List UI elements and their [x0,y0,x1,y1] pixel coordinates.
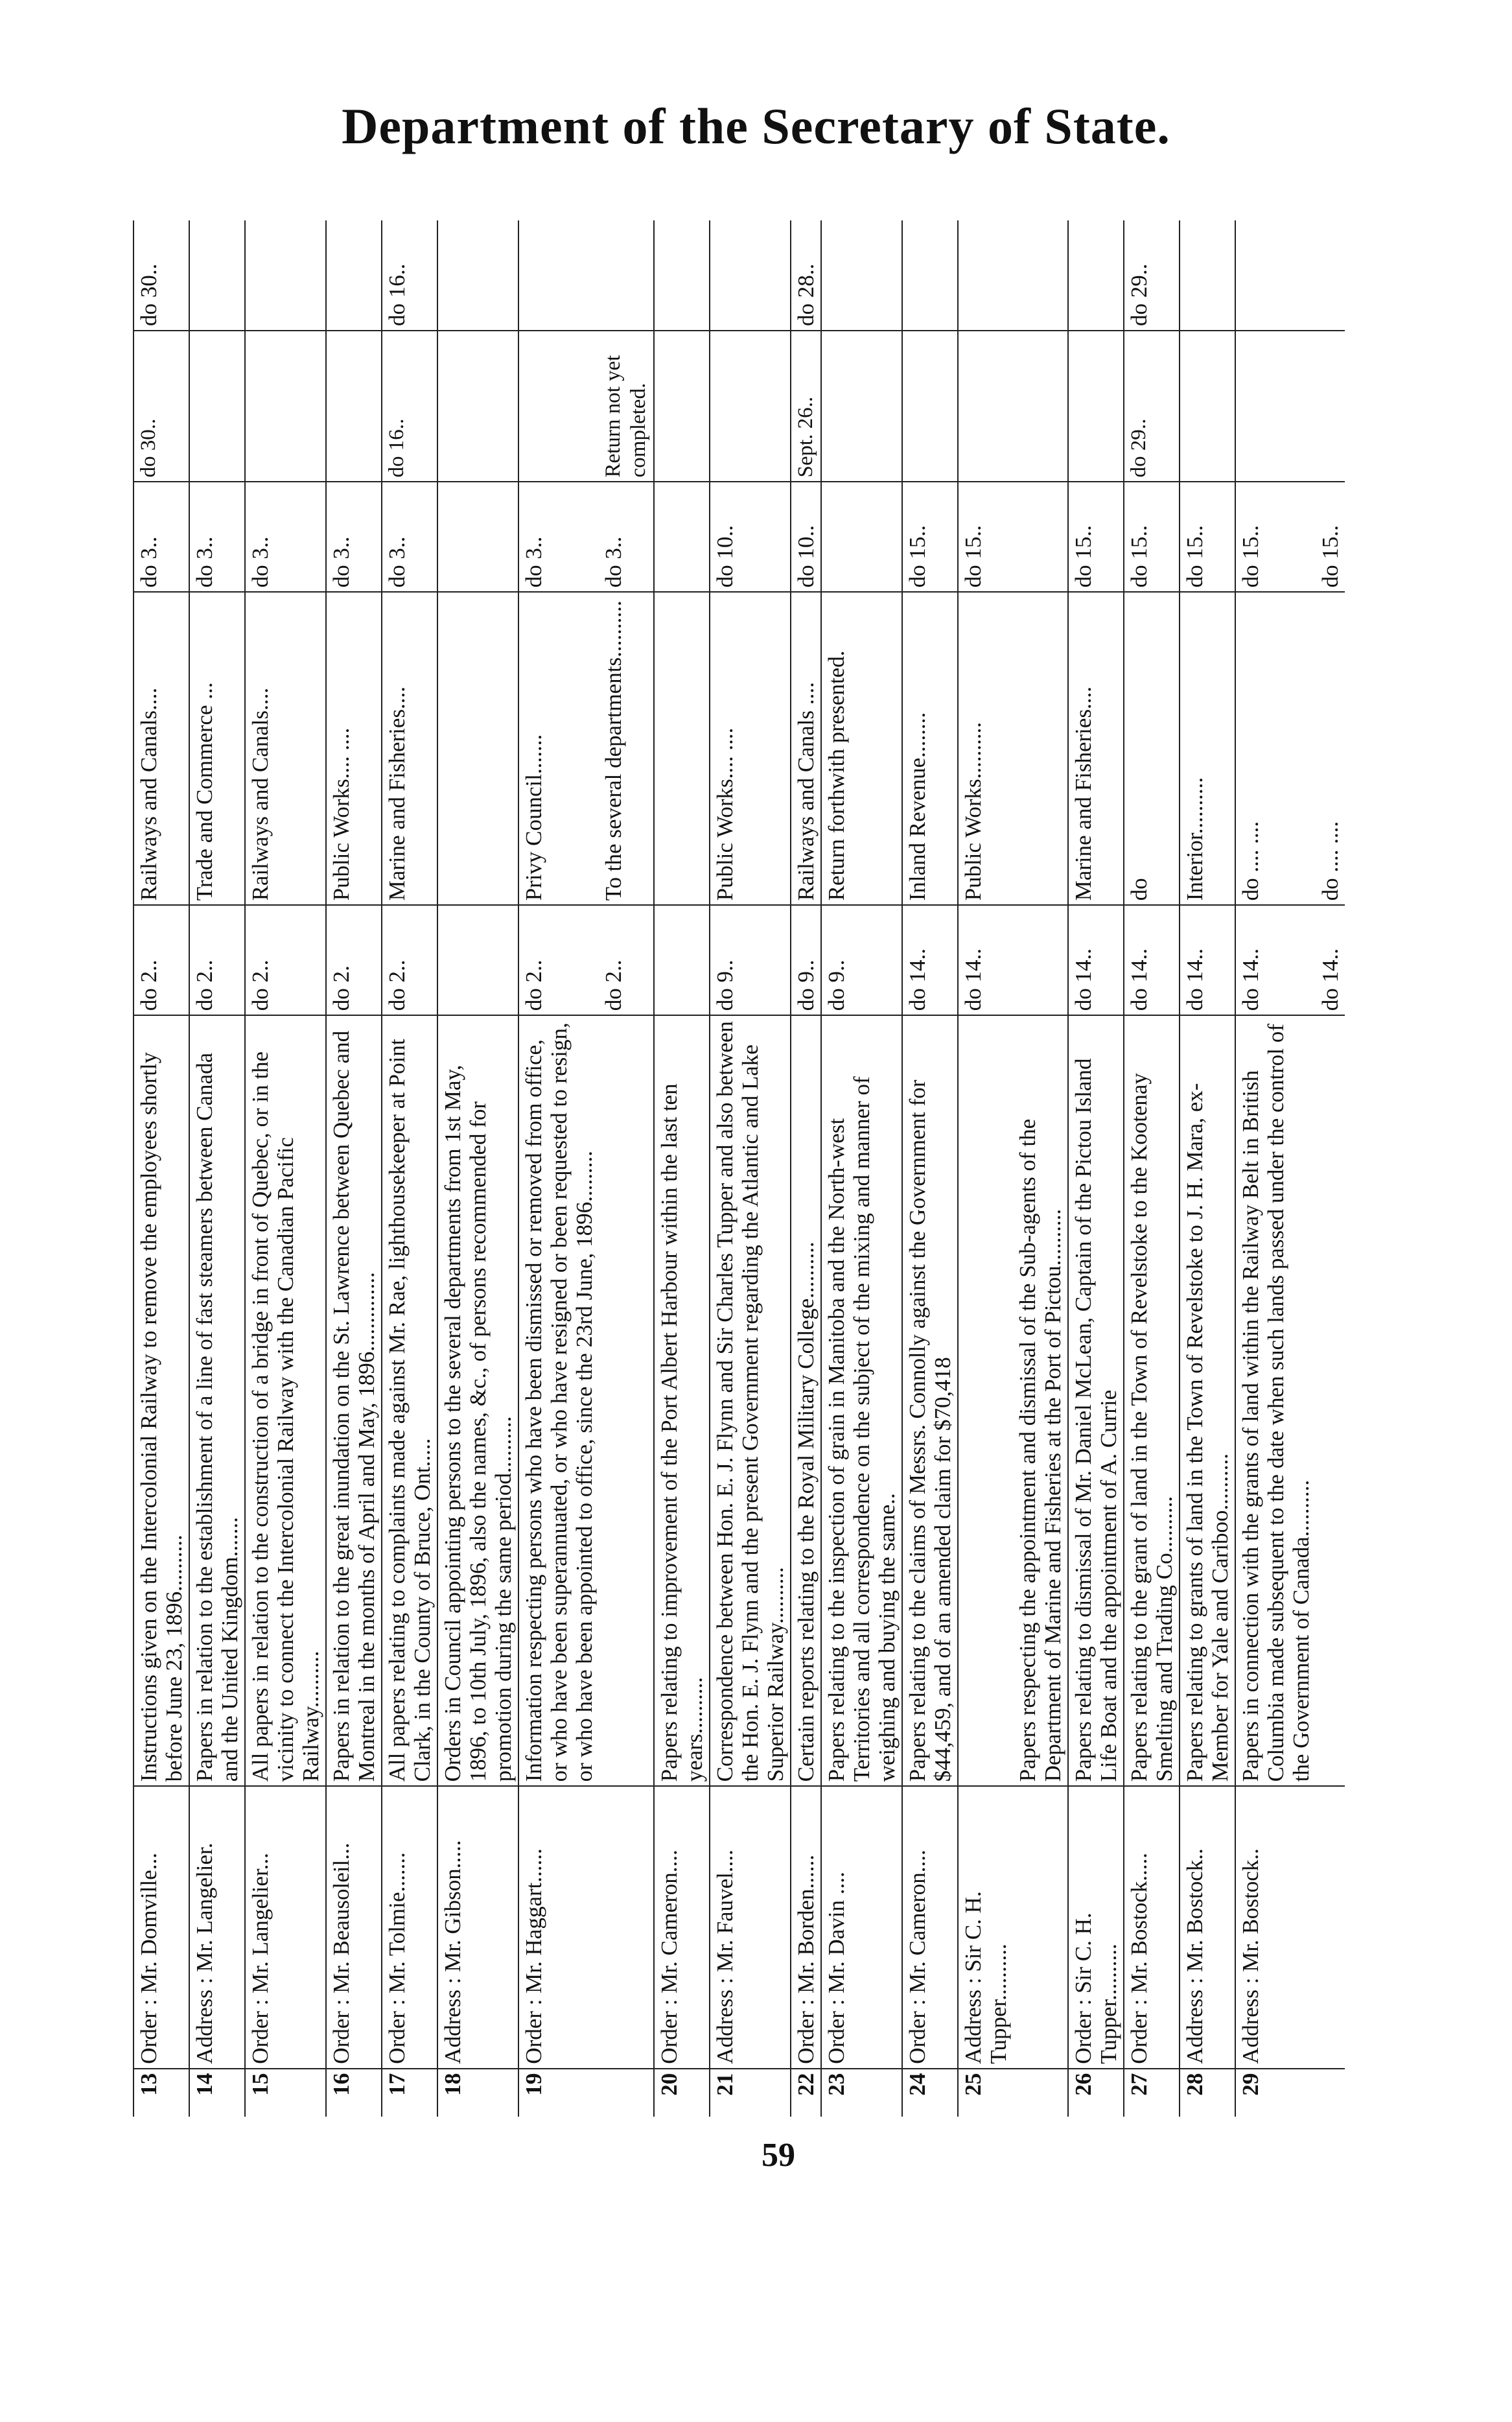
date-ordered: do 14.. [902,905,958,1015]
ordered-by: Address : Mr. Gibson..... [437,1786,518,2068]
table-row [134,220,189,2117]
table-row [791,220,821,2117]
table-row [1068,220,1124,2117]
date-returned [1180,331,1235,482]
return-description: Papers relating to dismissal of Mr. Daniel McLean, Captain of the Pictou Island Life Boat and the appointment of A. Currie [1068,1015,1124,1786]
ordered-by: Order : Mr. Tolmie....... [382,1786,437,2068]
return-description: Papers relating to improvement of the Port Albert Harbour within the last ten years.......... [654,1015,710,1786]
date-ordered: do 2.. [382,905,437,1015]
date-ordered [437,905,518,1015]
ordered-by: Order : Mr. Davin .... [821,1786,902,2068]
date-referred [821,482,902,593]
date-presented [1235,220,1316,331]
ordered-by: Order : Mr. Langelier... [245,1786,326,2068]
return-description: Papers in relation to the establishment of a line of fast steamers between Canada and the United Kingdom....... [189,1015,245,1786]
row-number: 21 [710,2069,791,2117]
row-number [1316,2069,1345,2117]
date-presented [1013,220,1068,331]
ordered-by [1013,1786,1068,2068]
date-referred: do 3.. [189,482,245,593]
date-presented [1068,220,1124,331]
date-presented [326,220,382,331]
date-referred: do 15.. [1235,482,1316,593]
date-returned [437,331,518,482]
return-description [958,1015,1013,1786]
date-referred: do 3.. [134,482,189,593]
department: Public Works.... .... [326,592,382,905]
date-returned [902,331,958,482]
date-returned [1013,331,1068,482]
date-ordered: do 14.. [1316,905,1345,1015]
table-row [1013,220,1068,2117]
date-ordered: do 9.. [821,905,902,1015]
table-body [134,220,1345,2117]
ordered-by [1316,1786,1345,2068]
date-presented [245,220,326,331]
table-row [654,220,710,2117]
date-referred: do 15.. [1068,482,1124,593]
date-presented [710,220,791,331]
date-returned [1068,331,1124,482]
row-number: 16 [326,2069,382,2117]
department: Marine and Fisheries.... [1068,592,1124,905]
table-row [1124,220,1180,2117]
date-presented [1180,220,1235,331]
date-ordered: do 14.. [1068,905,1124,1015]
row-number: 24 [902,2069,958,2117]
date-referred: do 3.. [326,482,382,593]
date-presented [958,220,1013,331]
date-presented: do 28.. [791,220,821,331]
date-returned [654,331,710,482]
table-row [599,220,654,2117]
date-referred: do 15.. [1124,482,1180,593]
row-number: 15 [245,2069,326,2117]
return-description: Papers in relation to the great inundation on the St. Lawrence between Quebec and Montreal in the months of April and May, 1896.............. [326,1015,382,1786]
ordered-by: Order : Mr. Beausoleil... [326,1786,382,2068]
date-returned [326,331,382,482]
return-description: Papers relating to the claims of Messrs. Connolly against the Government for $44,459, and of an amended claim for $70,418 [902,1015,958,1786]
department [1013,592,1068,905]
date-referred: do 15.. [902,482,958,593]
date-returned: Return not yet completed. [599,331,654,482]
date-referred [437,482,518,593]
date-returned: Sept. 26.. [791,331,821,482]
date-referred: do 15.. [1180,482,1235,593]
row-number: 27 [1124,2069,1180,2117]
department: Public Works.......... [958,592,1013,905]
ordered-by: Order : Mr. Bostock..... [1124,1786,1180,2068]
date-presented [599,220,654,331]
date-returned [189,331,245,482]
row-number: 29 [1235,2069,1316,2117]
return-description: Instructions given on the Intercolonial Railway to remove the employees shortly before June 23, 1896.......... [134,1015,189,1786]
date-ordered: do 14.. [1180,905,1235,1015]
date-returned [1235,331,1316,482]
return-description: Information respecting persons who have been dismissed or removed from office, or who have been superannuated, or who have resigned or been requested to resign, or who have been appointed to office, since the 23rd June, 1896......... [518,1015,599,1786]
date-presented [902,220,958,331]
date-presented: do 30.. [134,220,189,331]
table-row [189,220,245,2117]
department: Privy Council....... [518,592,599,905]
date-returned [1316,331,1345,482]
department [654,592,710,905]
return-description: Papers relating to the grant of land in the Town of Revelstoke to the Kootenay Smelting and Trading Co.......... [1124,1015,1180,1786]
row-number: 20 [654,2069,710,2117]
page-title: Department of the Secretary of State. [342,98,1170,154]
row-number: 19 [518,2069,599,2117]
date-returned: do 16.. [382,331,437,482]
department: Return forthwith presented. [821,592,902,905]
ordered-by: Order : Mr. Cameron.... [902,1786,958,2068]
ordered-by: Address : Mr. Langelier. [189,1786,245,2068]
department: do .... .... [1235,592,1316,905]
date-presented: do 16.. [382,220,437,331]
department: Railways and Canals.... [245,592,326,905]
department: do [1124,592,1180,905]
date-referred: do 15.. [958,482,1013,593]
return-description: Papers respecting the appointment and dismissal of the Sub-agents of the Department of Marine and Fisheries at the Port of Pictou.......... [1013,1015,1068,1786]
department: Inland Revenue........ [902,592,958,905]
date-referred: do 3.. [599,482,654,593]
date-returned [958,331,1013,482]
row-number: 26 [1068,2069,1124,2117]
date-referred: do 3.. [518,482,599,593]
ordered-by: Order : Sir C. H. Tupper.......... [1068,1786,1124,2068]
department: To the several departments.......... [599,592,654,905]
date-ordered: do 2.. [134,905,189,1015]
table-row [902,220,958,2117]
return-description: Orders in Council appointing persons to the several departments from 1st May, 1896, to 10th July, 1896, also the names, &c., of persons recommended for promotion during the same period.......... [437,1015,518,1786]
date-ordered [1013,905,1068,1015]
date-presented: do 29.. [1124,220,1180,331]
row-number: 17 [382,2069,437,2117]
date-referred: do 3.. [245,482,326,593]
ordered-by: Address : Mr. Bostock.. [1180,1786,1235,2068]
table-row [1235,220,1316,2117]
page-number: 59 [762,2137,795,2174]
row-number: 13 [134,2069,189,2117]
table-row [245,220,326,2117]
date-returned [245,331,326,482]
department: do .... .... [1316,592,1345,905]
row-number: 18 [437,2069,518,2117]
table-row [382,220,437,2117]
date-presented [189,220,245,331]
date-ordered [654,905,710,1015]
return-description: Papers relating to the inspection of grain in Manitoba and the North-west Territories and all correspondence on the subject of the mixing and manner of weighing and buying the same.. [821,1015,902,1786]
date-ordered: do 9.. [791,905,821,1015]
ordered-by: Order : Mr. Haggart...... [518,1786,599,2068]
return-description [1316,1015,1345,1786]
return-description: All papers in relation to the construction of a bridge in front of Quebec, or in the vicinity to connect the Intercolonial Railway with the Canadian Pacific Railway.......... [245,1015,326,1786]
row-number: 25 [958,2069,1013,2117]
date-ordered: do 2.. [518,905,599,1015]
date-referred: do 3.. [382,482,437,593]
date-ordered: do 14.. [1235,905,1316,1015]
date-returned [710,331,791,482]
table-row [821,220,902,2117]
department: Railways and Canals .... [791,592,821,905]
row-number: 14 [189,2069,245,2117]
date-referred: do 15.. [1316,482,1345,593]
date-referred [654,482,710,593]
date-returned [821,331,902,482]
date-referred: do 10.. [710,482,791,593]
date-ordered: do 14.. [1124,905,1180,1015]
return-description: Correspondence between Hon. E. J. Flynn and Sir Charles Tupper and also between the Hon. E. J. Flynn and the present Government regarding the Atlantic and Lake Superior Railway.......... [710,1015,791,1786]
department: Interior.......... [1180,592,1235,905]
row-number [599,2069,654,2117]
date-returned: do 30.. [134,331,189,482]
row-number [1013,2069,1068,2117]
table-row [710,220,791,2117]
date-ordered: do 2.. [599,905,654,1015]
date-referred: do 10.. [791,482,821,593]
date-ordered: do 14.. [958,905,1013,1015]
date-returned [518,331,599,482]
ordered-by: Address : Mr. Fauvel.... [710,1786,791,2068]
return-description: Papers relating to grants of land in the Town of Revelstoke to J. H. Mara, ex-Member for Yale and Cariboo.......... [1180,1015,1235,1786]
date-referred [1013,482,1068,593]
return-description: All papers relating to complaints made against Mr. Rae, lighthousekeeper at Point Clark, in the County of Bruce, Ont..... [382,1015,437,1786]
ordered-by [599,1786,654,2068]
row-number: 23 [821,2069,902,2117]
return-description [599,1015,654,1786]
ordered-by: Address : Mr. Bostock.. [1235,1786,1316,2068]
rotated-table-wrapper [133,220,1423,2117]
ordered-by: Order : Mr. Domville... [134,1786,189,2068]
ordered-by: Order : Mr. Borden...... [791,1786,821,2068]
row-number: 22 [791,2069,821,2117]
row-number: 28 [1180,2069,1235,2117]
table-row [1316,220,1345,2117]
table-row [437,220,518,2117]
table-row [326,220,382,2117]
return-description: Papers in connection with the grants of land within the Railway Belt in British Columbia made subsequent to the date when such lands passed under the control of the Government of Canada.......... [1235,1015,1316,1786]
date-presented [518,220,599,331]
returns-table [133,220,1345,2117]
department: Public Works.... .... [710,592,791,905]
department: Trade and Commerce ... [189,592,245,905]
date-presented [1316,220,1345,331]
table-row [518,220,599,2117]
date-ordered: do 9.. [710,905,791,1015]
table-row [958,220,1013,2117]
department [437,592,518,905]
date-ordered: do 2.. [189,905,245,1015]
date-presented [437,220,518,331]
ordered-by: Order : Mr. Cameron.... [654,1786,710,2068]
department: Marine and Fisheries.... [382,592,437,905]
date-presented [654,220,710,331]
date-ordered: do 2. [326,905,382,1015]
table-row [1180,220,1235,2117]
date-returned: do 29.. [1124,331,1180,482]
department: Railways and Canals.... [134,592,189,905]
ordered-by: Address : Sir C. H. Tupper.......... [958,1786,1013,2068]
date-ordered: do 2.. [245,905,326,1015]
return-description: Certain reports relating to the Royal Military College.......... [791,1015,821,1786]
date-presented [821,220,902,331]
